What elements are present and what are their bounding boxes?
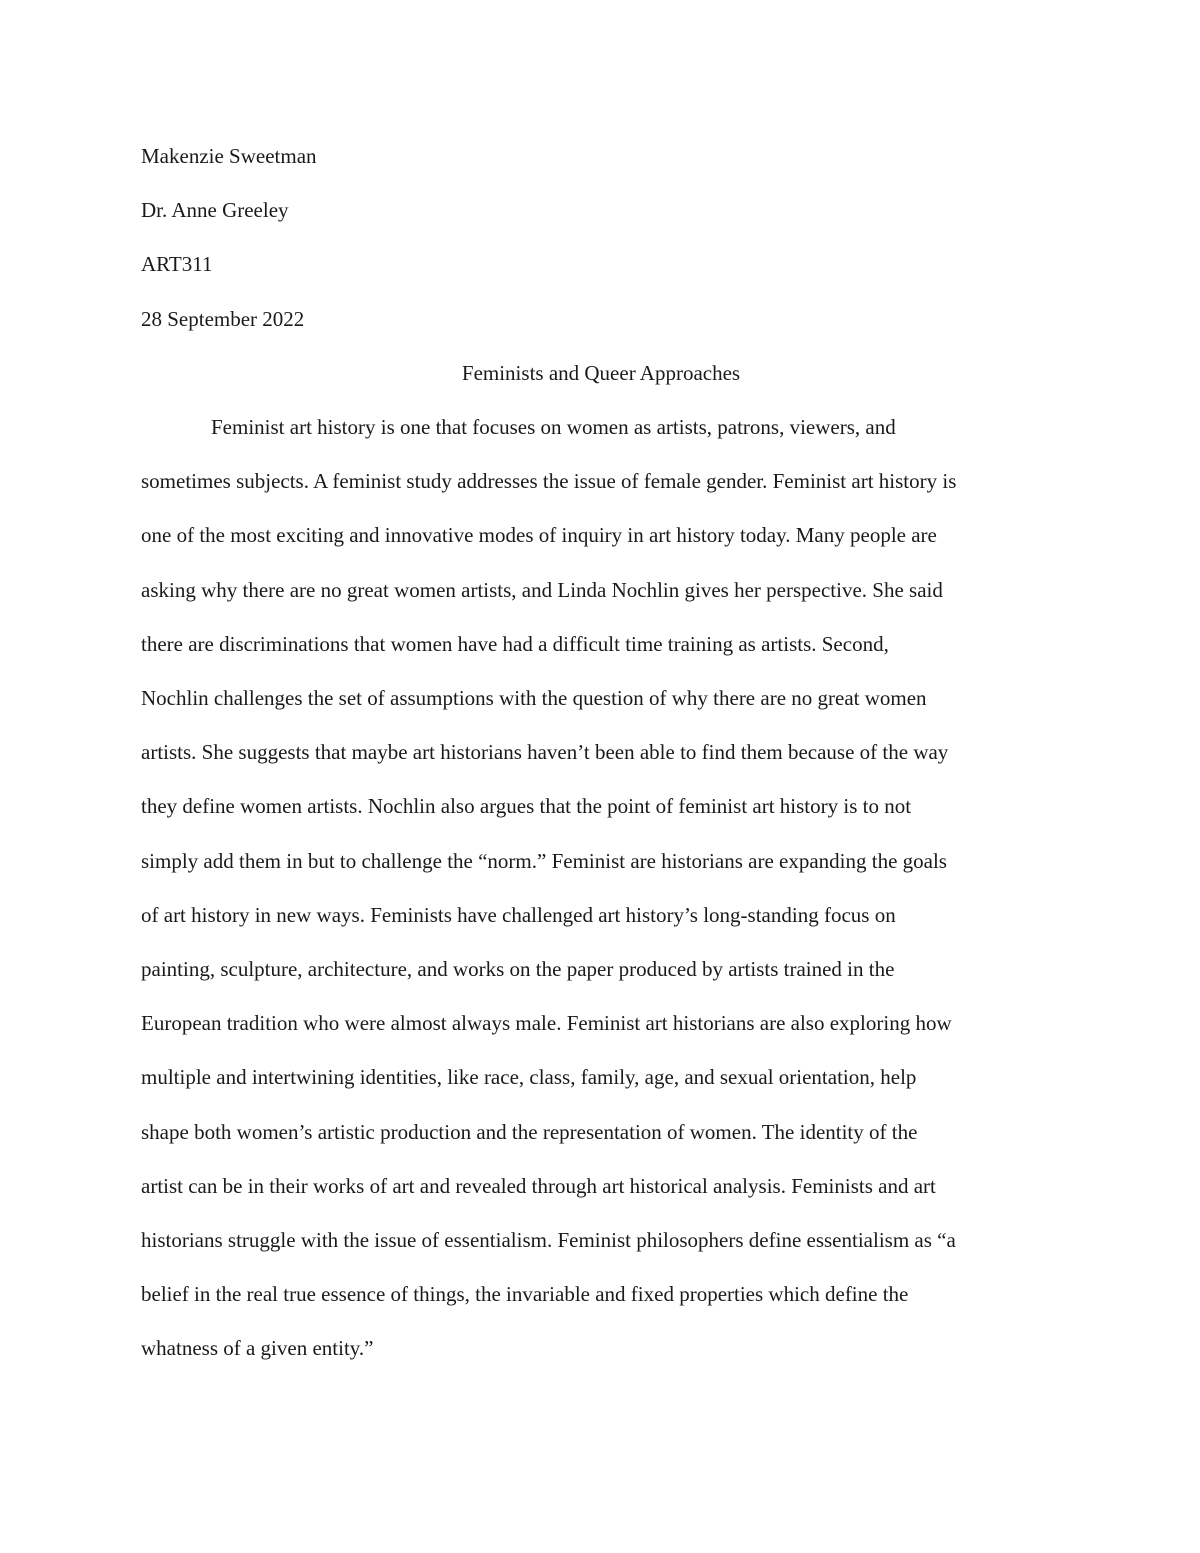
paragraph-line: European tradition who were almost always male. Feminist art historians are also exploring how [141, 1011, 952, 1036]
paragraph-line: artist can be in their works of art and revealed through art historical analysis. Feminists and art [141, 1173, 936, 1198]
paragraph-line: sometimes subjects. A feminist study addresses the issue of female gender. Feminist art history is [141, 469, 957, 494]
essay-paragraph [141, 400, 1061, 1376]
paragraph-line: multiple and intertwining identities, like race, class, family, age, and sexual orientation, help [141, 1065, 917, 1090]
author-name: Makenzie Sweetman [141, 144, 317, 168]
paragraph-line: there are discriminations that women have had a difficult time training as artists. Second, [141, 631, 889, 656]
paragraph-line: whatness of a given entity.” [141, 1336, 374, 1361]
paragraph-line: Nochlin challenges the set of assumptions with the question of why there are no great women [141, 686, 927, 711]
essay-title: Feminists and Queer Approaches [461, 360, 741, 385]
paragraph-line: painting, sculpture, architecture, and works on the paper produced by artists trained in the [141, 957, 895, 982]
course-code: ART311 [141, 252, 213, 277]
date-line: 28 September 2022 [141, 306, 305, 331]
paragraph-line: artists. She suggests that maybe art historians haven’t been able to find them because of the way [141, 740, 949, 765]
paragraph-line: one of the most exciting and innovative modes of inquiry in art history today. Many people are [141, 523, 937, 548]
paragraph-line: simply add them in but to challenge the “norm.” Feminist are historians are expanding the goals [141, 848, 947, 873]
instructor-name: Dr. Anne Greeley [141, 198, 289, 223]
paragraph-line: historians struggle with the issue of essentialism. Feminist philosophers define essentialism as “a [141, 1228, 956, 1253]
paragraph-line: they define women artists. Nochlin also argues that the point of feminist art history is to not [141, 794, 912, 819]
paragraph-line: belief in the real true essence of things, the invariable and fixed properties which define the [141, 1282, 909, 1307]
paragraph-line: shape both women’s artistic production and the representation of women. The identity of the [141, 1119, 918, 1144]
document-content [141, 129, 1061, 1376]
paragraph-line: Feminist art history is one that focuses on women as artists, patrons, viewers, and [211, 415, 896, 440]
paragraph-line: asking why there are no great women artists, and Linda Nochlin gives her perspective. She said [141, 577, 943, 602]
paragraph-line: of art history in new ways. Feminists have challenged art history’s long-standing focus on [141, 902, 896, 927]
